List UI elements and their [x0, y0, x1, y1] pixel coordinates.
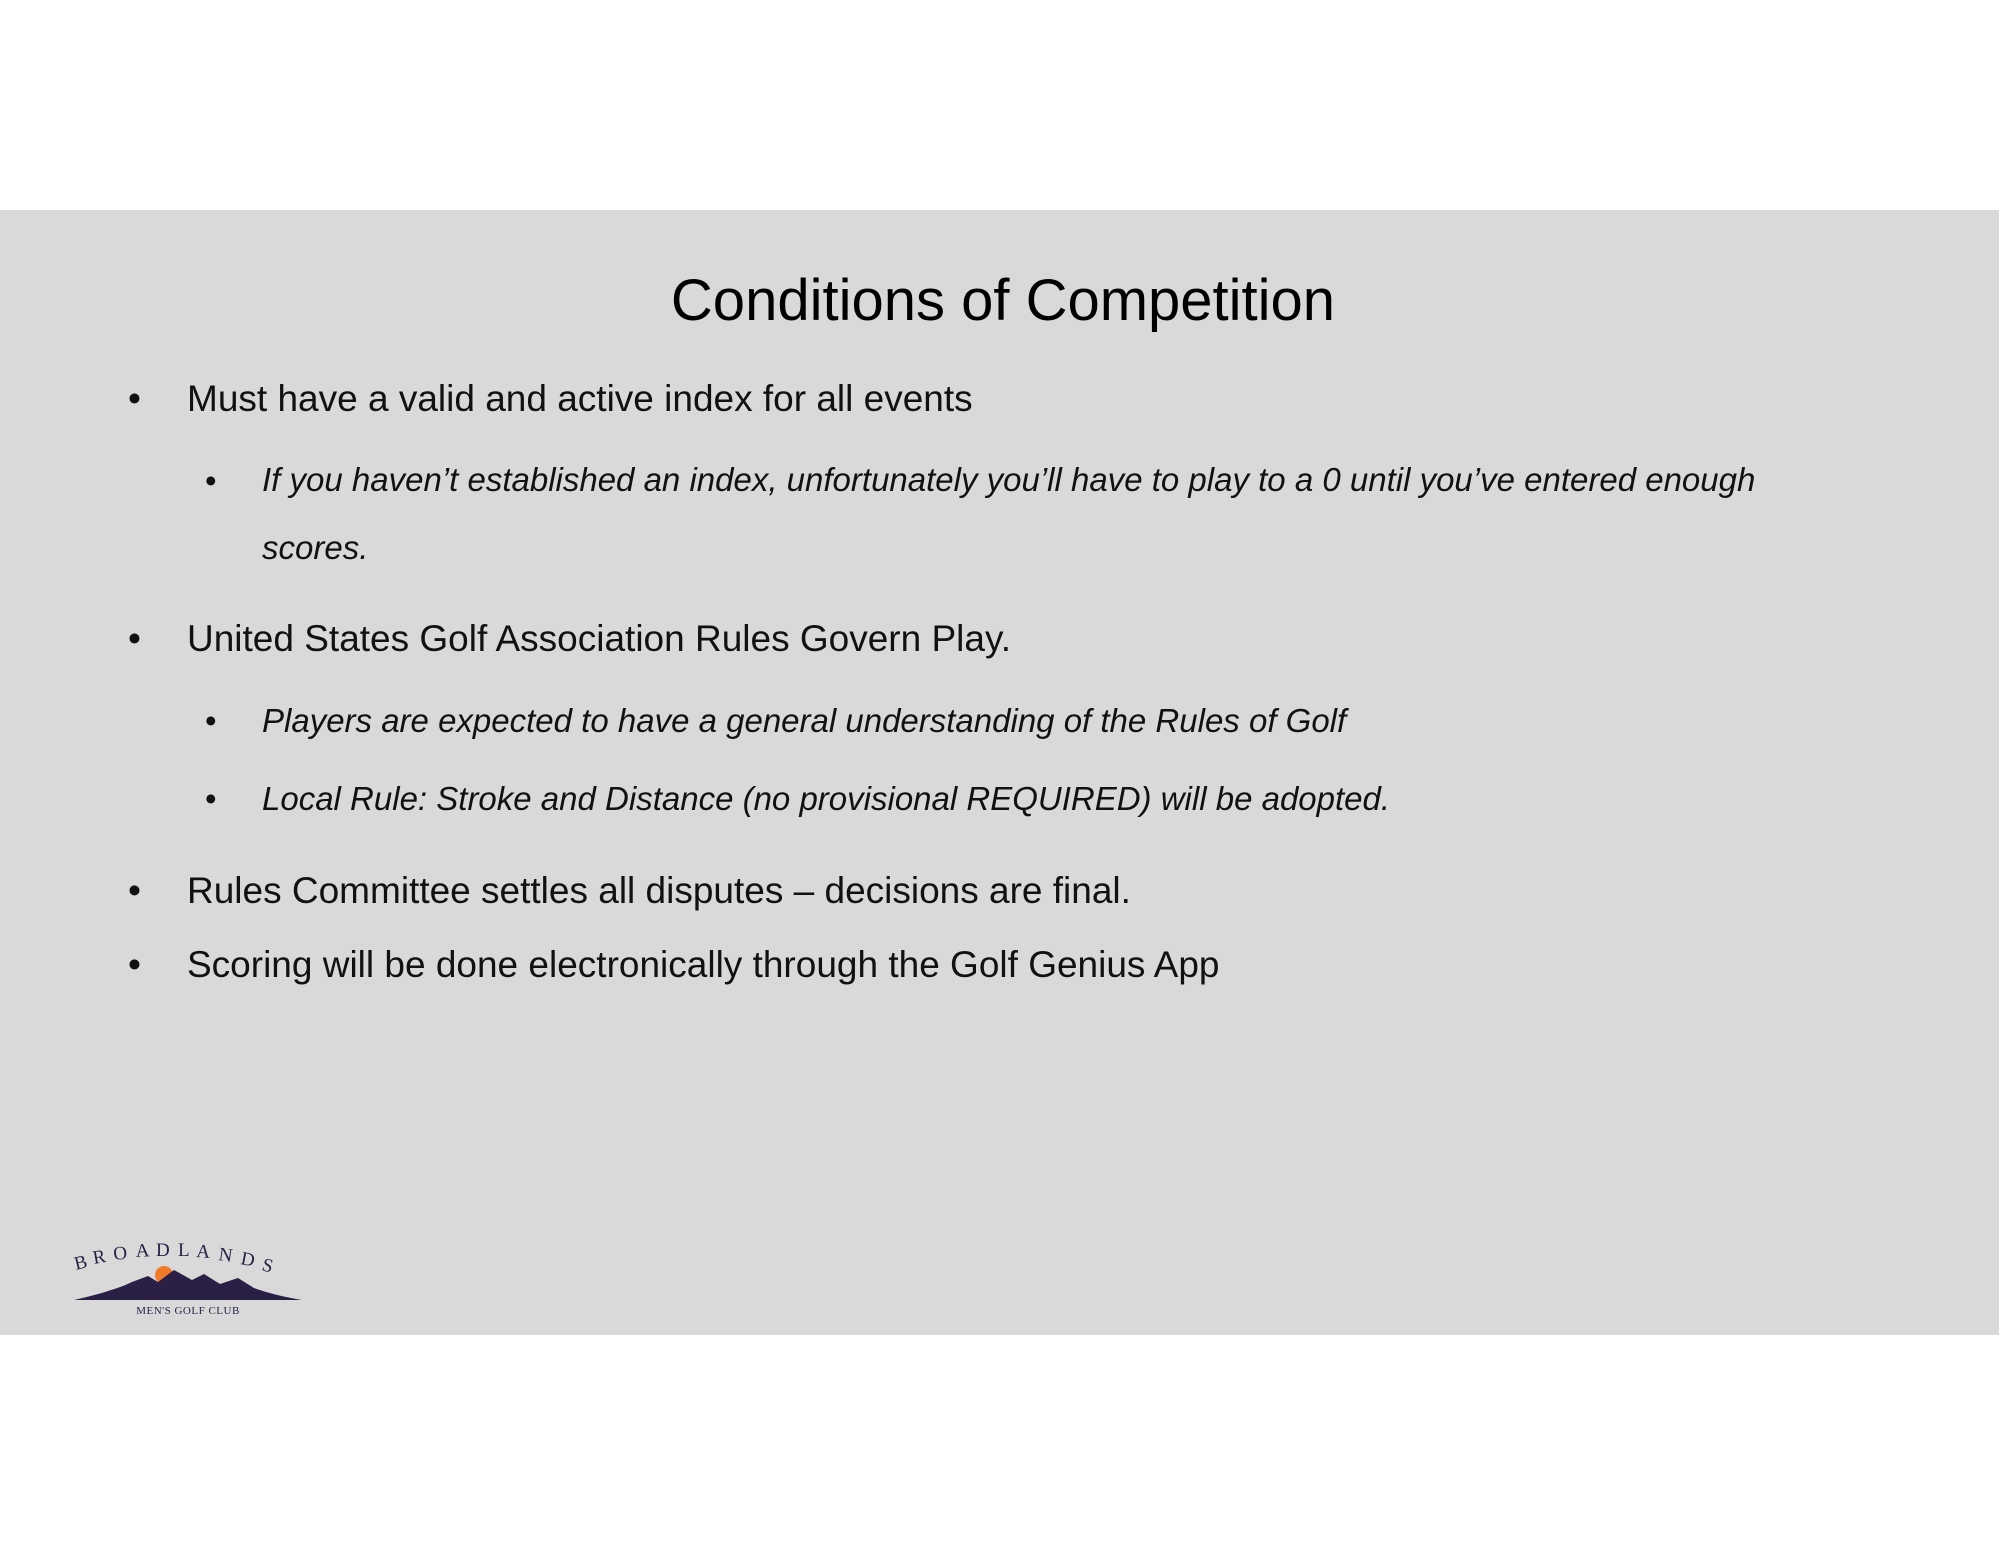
bullet-dot: • — [128, 870, 141, 911]
svg-text:N: N — [217, 1244, 234, 1267]
sub-bullet-text: If you haven’t established an index, unfortunately you’ll have to play to a 0 until you’ve entered enough scores. — [262, 461, 1756, 566]
bullet-dot: • — [128, 378, 141, 419]
slide-title: Conditions of Competition — [670, 268, 1336, 333]
svg-text:A: A — [135, 1240, 150, 1262]
svg-text:S: S — [259, 1254, 276, 1278]
bullet-dot: • — [205, 462, 217, 499]
bullet-text: United States Golf Association Rules Govern Play. — [187, 618, 1011, 659]
bullet-dot: • — [128, 944, 141, 985]
sub-bullet-text: Players are expected to have a general understanding of the Rules of Golf — [262, 702, 1347, 739]
svg-text:D: D — [239, 1248, 257, 1272]
bullet-text: Must have a valid and active index for all events — [187, 378, 973, 419]
broadlands-logo — [70, 1230, 305, 1320]
svg-text:D: D — [156, 1240, 170, 1261]
svg-text:B: B — [72, 1251, 90, 1275]
svg-text:MEN'S GOLF CLUB: MEN'S GOLF CLUB — [136, 1305, 240, 1317]
bullet-text: Rules Committee settles all disputes – decisions are final. — [187, 870, 1131, 911]
svg-text:L: L — [178, 1240, 190, 1261]
bullet-dot: • — [205, 702, 217, 739]
svg-text:A: A — [195, 1241, 211, 1263]
svg-text:O: O — [112, 1242, 129, 1265]
slide — [0, 210, 1999, 1335]
sub-bullet-text: Local Rule: Stroke and Distance (no provisional REQUIRED) will be adopted. — [262, 780, 1391, 817]
bullet-dot: • — [128, 618, 141, 659]
svg-text:R: R — [91, 1246, 108, 1269]
bullet-dot: • — [205, 780, 217, 817]
bullet-text: Scoring will be done electronically through the Golf Genius App — [187, 944, 1220, 985]
